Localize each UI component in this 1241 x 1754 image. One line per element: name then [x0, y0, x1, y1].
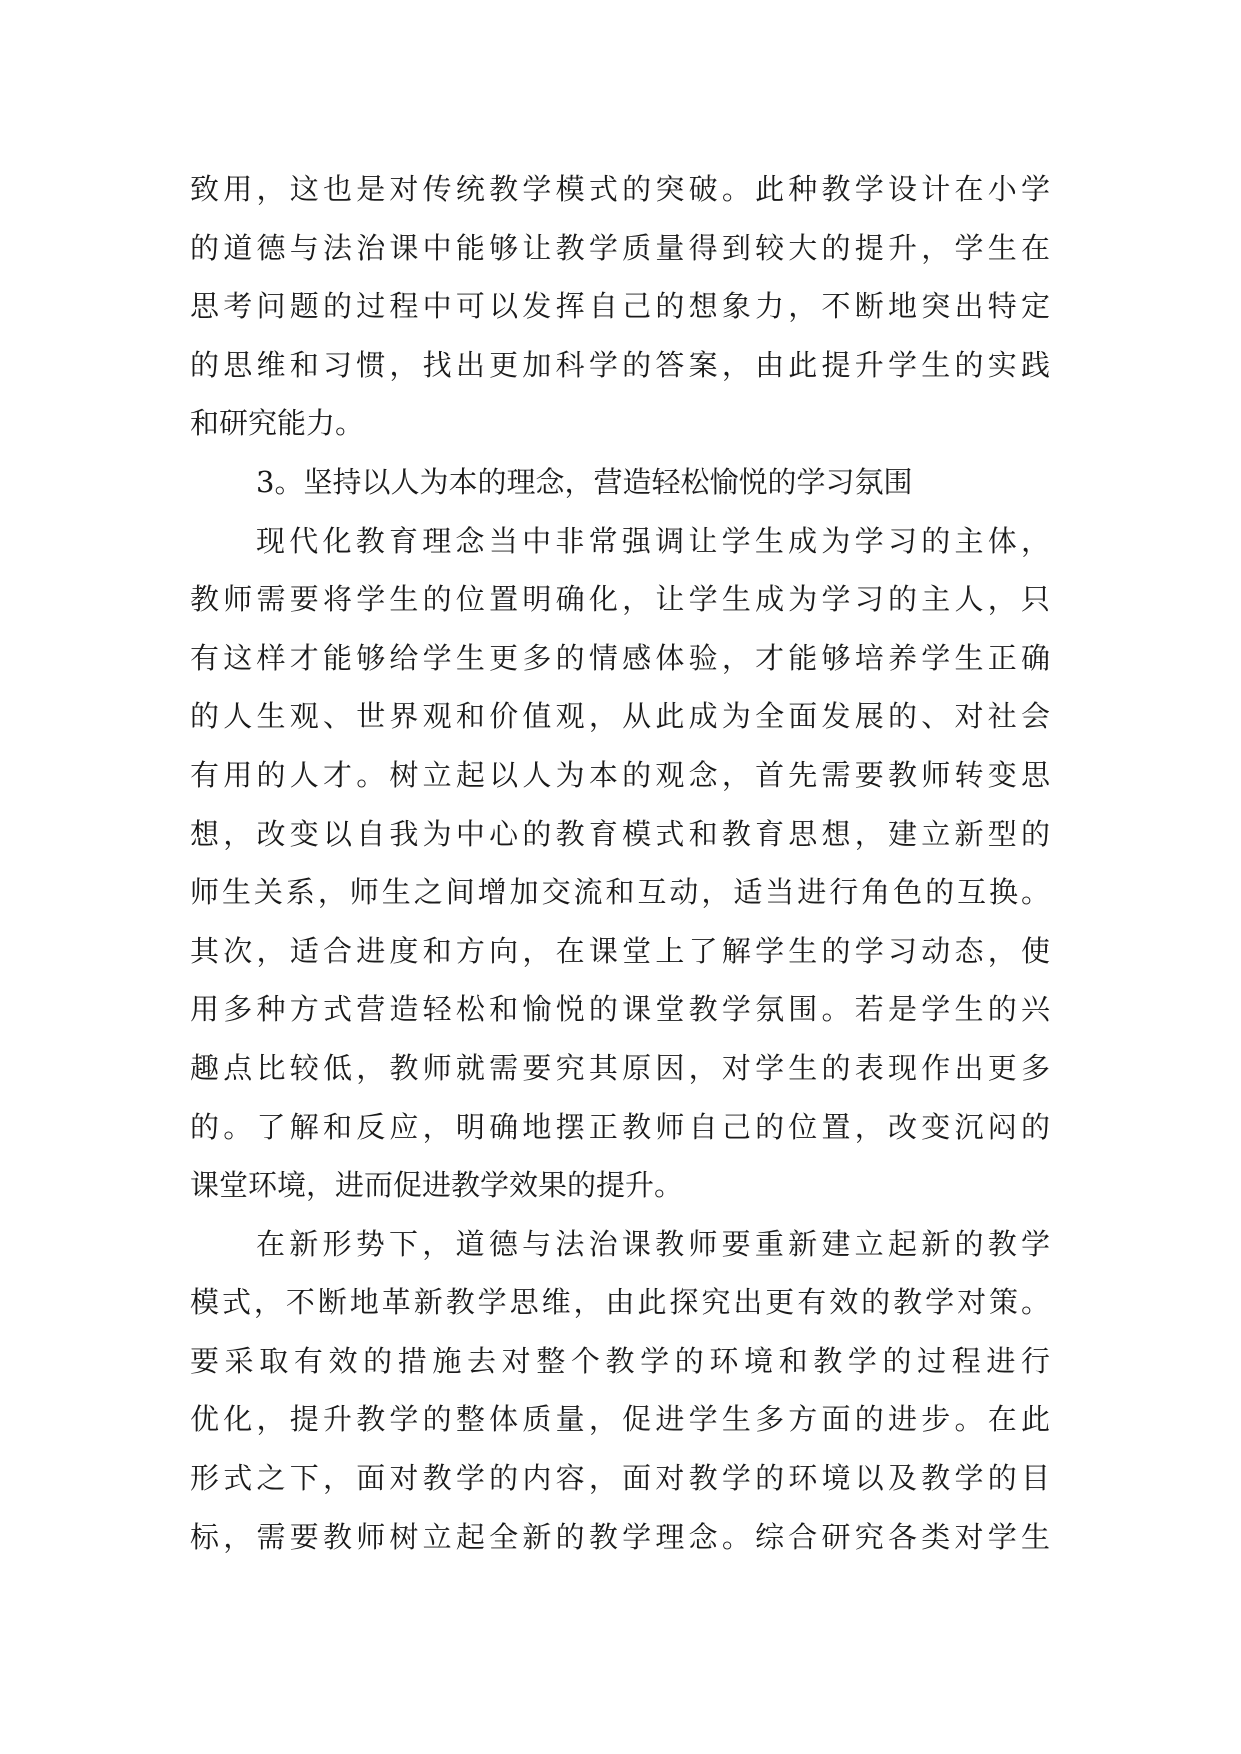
text-line: 教师需要将学生的位置明确化，让学生成为学习的主人，只: [190, 582, 1050, 617]
text-line: 要采取有效的措施去对整个教学的环境和教学的过程进行: [190, 1343, 1050, 1378]
text-line: 的人生观、世界观和价值观，从此成为全面发展的、对社会: [190, 699, 1050, 734]
text-line: 模式，不断地革新教学思维，由此探究出更有效的教学对策。: [190, 1285, 1050, 1320]
body-text: [190, 160, 1050, 1566]
text-line: 师生关系，师生之间增加交流和互动，适当进行角色的互换。: [190, 875, 1050, 910]
text-line: 形式之下，面对教学的内容，面对教学的环境以及教学的目: [190, 1461, 1050, 1496]
text-line: 用多种方式营造轻松和愉悦的课堂教学氛围。若是学生的兴: [190, 992, 1050, 1027]
text-line: 现代化教育理念当中非常强调让学生成为学习的主体，: [256, 523, 1050, 558]
text-line: 想，改变以自我为中心的教育模式和教育思想，建立新型的: [190, 816, 1050, 851]
text-line: 趣点比较低，教师就需要究其原因，对学生的表现作出更多: [190, 1050, 1050, 1085]
text-line: 标，需要教师树立起全新的教学理念。综合研究各类对学生: [190, 1519, 1050, 1554]
section-heading: 3。坚持以人为本的理念，营造轻松愉悦的学习氛围: [256, 464, 913, 499]
text-line: 致用，这也是对传统教学模式的突破。此种教学设计在小学: [190, 172, 1050, 206]
text-line: 的道德与法治课中能够让教学质量得到较大的提升，学生在: [190, 230, 1050, 265]
text-line: 有用的人才。树立起以人为本的观念，首先需要教师转变思: [190, 757, 1050, 792]
text-line: 优化，提升教学的整体质量，促进学生多方面的进步。在此: [190, 1402, 1050, 1437]
text-line: 思考问题的过程中可以发挥自己的想象力，不断地突出特定: [190, 289, 1050, 324]
text-line: 课堂环境，进而促进教学效果的提升。: [190, 1168, 684, 1203]
text-line: 其次，适合进度和方向，在课堂上了解学生的学习动态，使: [190, 933, 1050, 968]
text-line: 有这样才能够给学生更多的情感体验，才能够培养学生正确: [190, 640, 1050, 675]
text-line: 和研究能力。: [190, 406, 365, 441]
text-line: 的思维和习惯，找出更加科学的答案，由此提升学生的实践: [190, 347, 1050, 382]
text-line: 的。了解和反应，明确地摆正教师自己的位置，改变沉闷的: [190, 1109, 1050, 1144]
text-line: 在新形势下，道德与法治课教师要重新建立起新的教学: [256, 1226, 1050, 1261]
